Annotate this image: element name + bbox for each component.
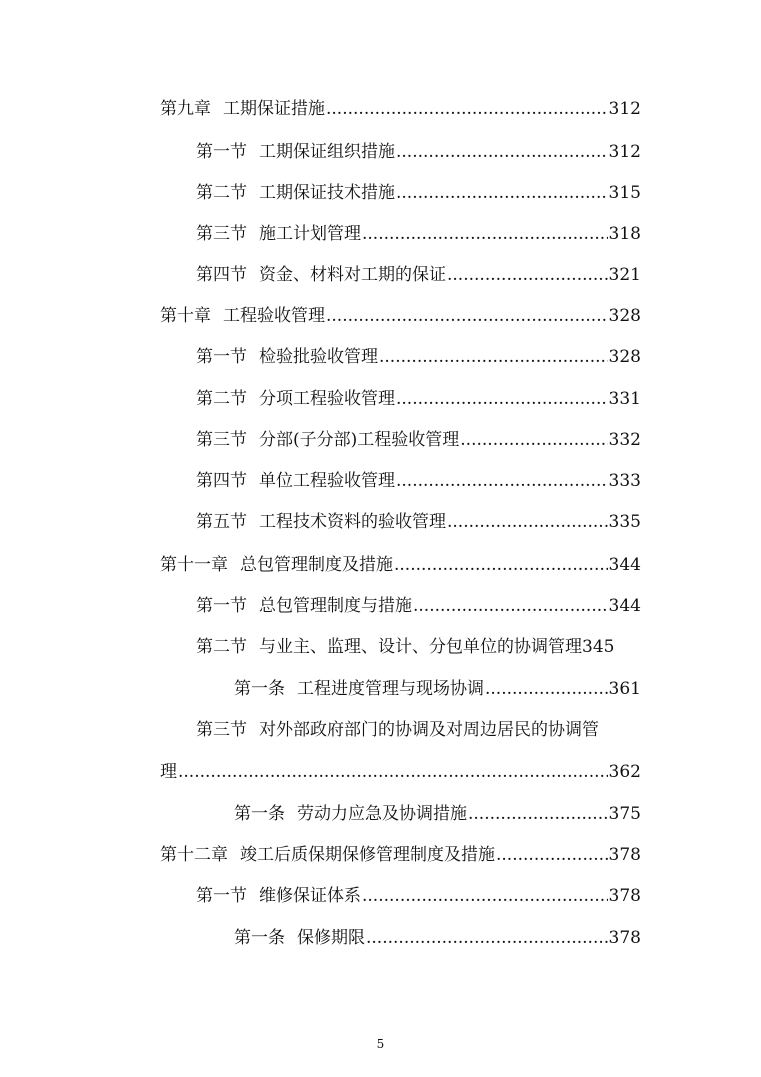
toc-entry-section[interactable] [196,386,641,412]
dot-leader [326,303,608,329]
toc-label: 第三节 [196,720,247,740]
toc-title: 单位工程验收管理 [259,471,395,491]
toc-entry-section[interactable] [196,427,641,453]
toc-page-number: 321 [608,265,641,285]
dot-leader [396,139,608,165]
toc-entry-section[interactable] [196,509,641,535]
toc-entry-section[interactable] [196,883,641,909]
toc-title: 劳动力应急及协调措施 [297,804,467,824]
toc-title: 工程进度管理与现场协调 [297,679,484,699]
toc-page-number: 328 [608,306,641,326]
toc-label: 第一条 [234,928,285,948]
toc-entry-section[interactable] [196,634,641,660]
toc-page-number: 328 [608,347,641,367]
toc-title: 工期保证技术措施 [259,183,395,203]
toc-label: 第四节 [196,265,247,285]
dot-leader [394,552,608,578]
toc-entry-chapter-11[interactable] [160,552,641,578]
toc-title: 竣工后质保期保修管理制度及措施 [240,845,495,865]
toc-title: 资金、材料对工期的保证 [259,265,446,285]
toc-entry-section[interactable] [196,344,641,370]
toc-entry-section[interactable] [196,468,641,494]
toc-page-number: 345 [582,637,615,657]
toc-label: 第一节 [196,596,247,616]
toc-page-number: 333 [608,471,641,491]
toc-entry-chapter-12[interactable] [160,842,641,868]
toc-page-number: 344 [608,596,641,616]
toc-page-number: 315 [608,183,641,203]
toc-page-number: 312 [608,142,641,162]
toc-page-number: 375 [608,804,641,824]
toc-title: 分项工程验收管理 [259,389,395,409]
toc-label: 第十二章 [160,845,228,865]
toc-title: 保修期限 [297,928,365,948]
toc-page-number: 362 [608,762,641,782]
toc-title: 与业主、监理、设计、分包单位的协调管理 [259,637,582,657]
toc-entry-section-continued[interactable] [160,759,641,785]
toc-label: 第九章 [160,99,211,119]
toc-label: 第三节 [196,224,247,244]
toc-label: 第一节 [196,347,247,367]
dot-leader [362,221,608,247]
toc-title: 总包管理制度与措施 [259,596,412,616]
toc-title: 检验批验收管理 [259,347,378,367]
toc-page-number: 318 [608,224,641,244]
dot-leader [447,509,608,535]
toc-entry-section[interactable] [196,139,641,165]
toc-title: 工期保证组织措施 [259,142,395,162]
toc-label: 第二节 [196,389,247,409]
toc-page-number: 344 [608,555,641,575]
dot-leader [496,842,608,868]
toc-title: 工程验收管理 [223,306,325,326]
toc-entry-article[interactable] [234,801,641,827]
toc-entry-chapter-9[interactable] [160,96,641,122]
dot-leader [379,344,608,370]
dot-leader [396,180,608,206]
toc-label: 第一条 [234,679,285,699]
dot-leader [396,386,608,412]
toc-entry-article[interactable] [234,925,641,951]
toc-title-continued: 理 [160,762,177,782]
toc-label: 第十章 [160,306,211,326]
page-number-footer: 5 [376,1037,385,1051]
toc-label: 第一条 [234,804,285,824]
toc-title: 分部(子分部)工程验收管理 [259,430,460,450]
toc-page-number: 378 [608,845,641,865]
toc-entry-article[interactable] [234,676,641,702]
toc-label: 第四节 [196,471,247,491]
toc-page-number: 378 [608,928,641,948]
toc-label: 第二节 [196,637,247,657]
toc-label: 第二节 [196,183,247,203]
toc-title: 对外部政府部门的协调及对周边居民的协调管 [259,720,599,740]
dot-leader [460,427,607,453]
toc-entry-section[interactable] [196,262,641,288]
toc-title: 工期保证措施 [223,99,325,119]
toc-entry-chapter-10[interactable] [160,303,641,329]
toc-entry-section[interactable] [196,180,641,206]
toc-label: 第三节 [196,430,247,450]
toc-title: 工程技术资料的验收管理 [259,512,446,532]
dot-leader [326,96,608,122]
dot-leader [366,925,608,951]
toc-page-number: 378 [608,886,641,906]
toc-title: 维修保证体系 [259,886,361,906]
toc-page-number: 361 [608,679,641,699]
toc-entry-section[interactable] [196,717,641,743]
toc-page-number: 335 [608,512,641,532]
toc-page-number: 331 [608,389,641,409]
toc-title: 施工计划管理 [259,224,361,244]
toc-entry-section[interactable] [196,221,641,247]
dot-leader [413,593,608,619]
dot-leader [468,801,608,827]
toc-title: 总包管理制度及措施 [240,555,393,575]
dot-leader [178,759,608,785]
toc-entry-section[interactable] [196,593,641,619]
toc-page-number: 332 [608,430,641,450]
toc-label: 第十一章 [160,555,228,575]
dot-leader [362,883,608,909]
toc-label: 第一节 [196,142,247,162]
toc-label: 第五节 [196,512,247,532]
dot-leader [447,262,608,288]
dot-leader [396,468,608,494]
dot-leader [485,676,608,702]
toc-page-number: 312 [608,99,641,119]
toc-label: 第一节 [196,886,247,906]
